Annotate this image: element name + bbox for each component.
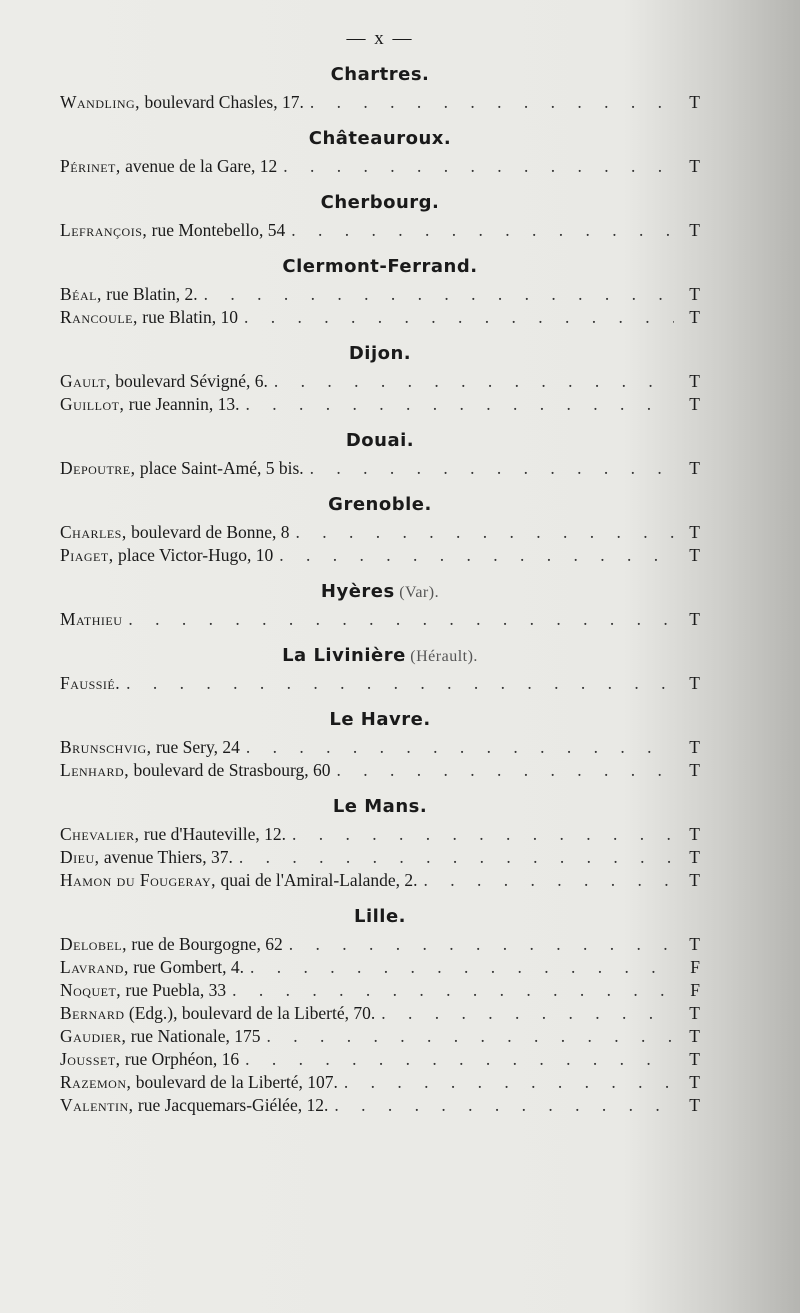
entry-code: F — [690, 957, 700, 977]
city-heading — [60, 343, 700, 364]
city-section — [60, 494, 700, 567]
entry-name: Faussié. — [60, 673, 121, 693]
entry-address: boulevard Sévigné, 6. — [110, 371, 268, 391]
entry-code: T — [689, 870, 700, 890]
entry-address: rue Gombert, 4. — [128, 957, 245, 977]
city-section — [60, 343, 700, 416]
entry-address: boulevard Chasles, 17. — [140, 92, 304, 112]
city-section — [60, 128, 700, 178]
directory-entry — [60, 608, 700, 631]
entry-code: F — [690, 980, 700, 1000]
directory-entry — [60, 1002, 700, 1025]
city-name: Hyères — [320, 581, 395, 602]
entry-code: T — [689, 284, 700, 304]
city-heading — [60, 581, 700, 602]
entry-address: boulevard de Bonne, 8 — [126, 522, 290, 542]
city-region: (Var). — [394, 584, 440, 601]
city-heading — [60, 64, 700, 85]
dot-leader — [126, 672, 674, 695]
entry-code: T — [689, 307, 700, 327]
city-section — [60, 709, 700, 782]
entry-code: T — [689, 760, 700, 780]
dot-leader — [283, 155, 674, 178]
directory-entry — [60, 1071, 700, 1094]
dot-leader — [245, 1048, 674, 1071]
city-heading — [60, 256, 700, 277]
entry-name: Depoutre, — [60, 458, 136, 478]
entry-address: boulevard de la Liberté, 107. — [131, 1072, 338, 1092]
entry-name: Wandling, — [60, 92, 141, 112]
directory-entry — [60, 370, 700, 393]
directory-entry — [60, 933, 700, 956]
dot-leader — [232, 979, 674, 1002]
entry-address: avenue Thiers, 37. — [99, 847, 233, 867]
directory-entry — [60, 1048, 700, 1071]
city-section — [60, 796, 700, 892]
entry-code: T — [689, 458, 700, 478]
city-heading — [60, 906, 700, 927]
entry-address: rue Montebello, 54 — [147, 220, 286, 240]
dot-leader — [336, 759, 674, 782]
entry-name: Dieu, — [60, 847, 100, 867]
entry-code: T — [689, 737, 700, 757]
entry-address: place Victor-Hugo, 10 — [113, 545, 274, 565]
directory-entry — [60, 979, 700, 1002]
city-name: Cherbourg. — [320, 192, 440, 213]
dot-leader — [128, 608, 674, 631]
entry-name: Mathieu — [60, 609, 123, 629]
city-section — [60, 256, 700, 329]
directory-entry — [60, 91, 700, 114]
entry-name: Lenhard, — [60, 760, 130, 780]
dot-leader — [296, 521, 674, 544]
entry-code: T — [689, 522, 700, 542]
city-section — [60, 430, 700, 480]
city-heading — [60, 430, 700, 451]
city-name: La Livinière — [282, 645, 406, 666]
entry-name: Brunschvig, — [60, 737, 152, 757]
directory-content — [60, 28, 700, 1117]
entry-code: T — [689, 1072, 700, 1092]
dot-leader — [246, 736, 674, 759]
entry-name: Lavrand, — [60, 957, 129, 977]
directory-entry — [60, 1025, 700, 1048]
dot-leader — [274, 370, 674, 393]
directory-entry — [60, 736, 700, 759]
entry-address: (Edg.), boulevard de la Liberté, 70. — [124, 1003, 376, 1023]
entry-address: rue Orphéon, 16 — [120, 1049, 240, 1069]
entry-name: Chevalier, — [60, 824, 140, 844]
city-section — [60, 906, 700, 1117]
directory-entry — [60, 283, 700, 306]
city-name: Chartres. — [330, 64, 430, 85]
entry-name: Périnet, — [60, 156, 121, 176]
entry-address: rue Nationale, 175 — [126, 1026, 261, 1046]
dot-leader — [344, 1071, 674, 1094]
entry-address: rue d'Hauteville, 12. — [139, 824, 287, 844]
dot-leader — [204, 283, 674, 306]
entry-address: rue Blatin, 10 — [137, 307, 239, 327]
directory-entry — [60, 219, 700, 242]
city-name: Lille. — [353, 906, 407, 927]
directory-entry — [60, 306, 700, 329]
directory-entry — [60, 823, 700, 846]
entry-name: Bernard — [60, 1003, 125, 1023]
entry-name: Béal, — [60, 284, 102, 304]
entry-name: Razemon, — [60, 1072, 132, 1092]
entry-code: T — [689, 545, 700, 565]
entry-code: T — [689, 92, 700, 112]
entry-name: Gault, — [60, 371, 111, 391]
entry-code: T — [689, 220, 700, 240]
entry-name: Jousset, — [60, 1049, 121, 1069]
entry-code: T — [689, 394, 700, 414]
city-section — [60, 64, 700, 114]
dot-leader — [289, 933, 674, 956]
entry-address: place Saint-Amé, 5 bis. — [135, 458, 304, 478]
entry-name: Valentin, — [60, 1095, 134, 1115]
entry-address: rue Blatin, 2. — [101, 284, 198, 304]
city-section — [60, 192, 700, 242]
entry-name: Hamon du Fougeray, — [60, 870, 217, 890]
city-name: Dijon. — [348, 343, 412, 364]
entry-name: Piaget, — [60, 545, 114, 565]
dot-leader — [250, 956, 674, 979]
dot-leader — [423, 869, 674, 892]
entry-code: T — [689, 1049, 700, 1069]
dot-leader — [266, 1025, 674, 1048]
city-name: Le Mans. — [332, 796, 428, 817]
entry-code: T — [689, 1003, 700, 1023]
directory-entry — [60, 672, 700, 695]
city-region: (Hérault). — [405, 648, 478, 665]
entry-address: rue Puebla, 33 — [121, 980, 227, 1000]
entry-name: Gaudier, — [60, 1026, 127, 1046]
dot-leader — [381, 1002, 674, 1025]
entry-code: T — [689, 1026, 700, 1046]
entry-name: Charles, — [60, 522, 127, 542]
directory-entry — [60, 956, 700, 979]
entry-name: Delobel, — [60, 934, 128, 954]
entry-code: T — [689, 847, 700, 867]
dot-leader — [244, 306, 674, 329]
directory-entry — [60, 457, 700, 480]
directory-entry — [60, 521, 700, 544]
entry-code: T — [689, 934, 700, 954]
city-heading — [60, 494, 700, 515]
directory-entry — [60, 759, 700, 782]
dot-leader — [310, 457, 674, 480]
entry-code: T — [689, 371, 700, 391]
dot-leader — [291, 219, 674, 242]
entry-address: rue Sery, 24 — [151, 737, 240, 757]
dot-leader — [334, 1094, 674, 1117]
entry-address: rue de Bourgogne, 62 — [127, 934, 283, 954]
dot-leader — [239, 846, 674, 869]
directory-entry — [60, 869, 700, 892]
entry-name: Noquet, — [60, 980, 122, 1000]
directory-entry — [60, 846, 700, 869]
entry-code: T — [689, 824, 700, 844]
dot-leader — [279, 544, 674, 567]
entry-address: avenue de la Gare, 12 — [120, 156, 278, 176]
city-heading — [60, 645, 700, 666]
entry-code: T — [689, 609, 700, 629]
page-folio: — x — — [346, 28, 414, 49]
city-section — [60, 581, 700, 631]
directory-entry — [60, 393, 700, 416]
entry-address: rue Jacquemars-Giélée, 12. — [133, 1095, 329, 1115]
city-name: Châteauroux. — [308, 128, 452, 149]
entry-address: rue Jeannin, 13. — [124, 394, 240, 414]
directory-entry — [60, 155, 700, 178]
entry-code: T — [689, 1095, 700, 1115]
entry-code: T — [689, 156, 700, 176]
city-heading — [60, 192, 700, 213]
directory-entry — [60, 544, 700, 567]
city-name: Douai. — [345, 430, 415, 451]
dot-leader — [310, 91, 674, 114]
dot-leader — [246, 393, 674, 416]
city-heading — [60, 128, 700, 149]
directory-entry — [60, 1094, 700, 1117]
city-heading — [60, 709, 700, 730]
entry-name: Guillot, — [60, 394, 125, 414]
city-heading — [60, 796, 700, 817]
entry-address: boulevard de Strasbourg, 60 — [129, 760, 331, 780]
city-section — [60, 645, 700, 695]
city-name: Clermont-Ferrand. — [282, 256, 478, 277]
entry-name: Rancoule, — [60, 307, 138, 327]
city-name: Le Havre. — [329, 709, 431, 730]
city-name: Grenoble. — [328, 494, 432, 515]
entry-address: quai de l'Amiral-Lalande, 2. — [216, 870, 418, 890]
dot-leader — [292, 823, 674, 846]
entry-code: T — [689, 673, 700, 693]
entry-name: Lefrançois, — [60, 220, 148, 240]
